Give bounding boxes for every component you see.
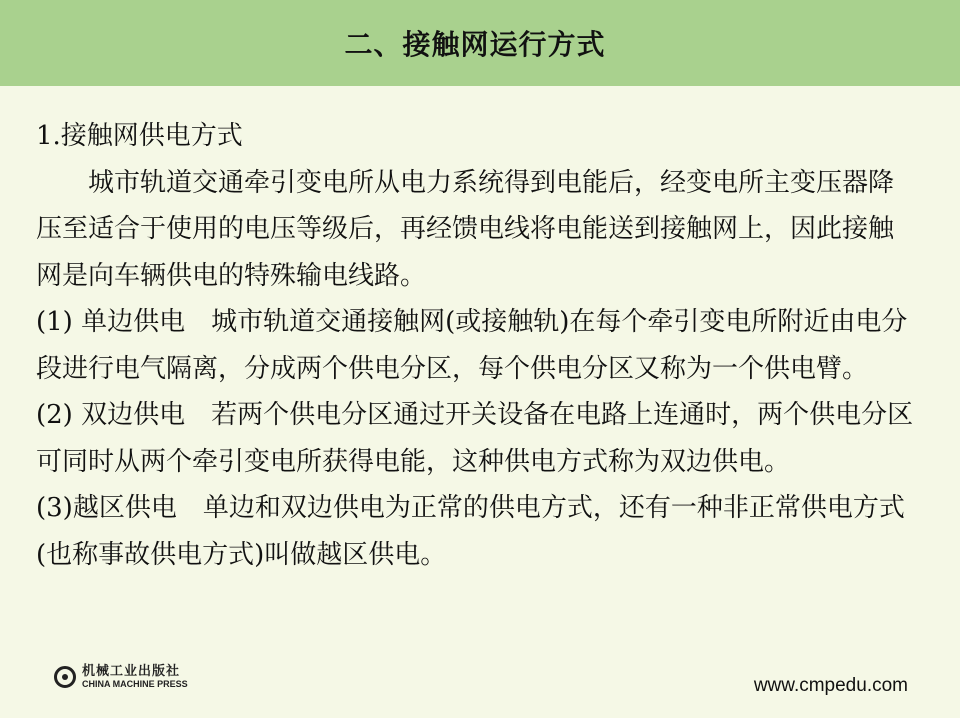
single-side-supply-paragraph: (1) 单边供电 城市轨道交通接触网(或接触轨)在每个牵引变电所附近由电分段进行电气隔离，分成两个供电分区，每个供电分区又称为一个供电臂。 bbox=[36, 307, 908, 384]
intro-paragraph: 城市轨道交通牵引变电所从电力系统得到电能后，经变电所主变压器降压至适合于使用的电压等级后，再经馈电线将电能送到接触网上，因此接触网是向车辆供电的特殊输电线路。 bbox=[36, 167, 895, 291]
publisher-name-cn: 机械工业出版社 bbox=[82, 664, 181, 679]
section-heading: 1.接触网供电方式 bbox=[36, 121, 243, 151]
cross-zone-supply-paragraph: (3)越区供电 单边和双边供电为正常的供电方式，还有一种非正常供电方式(也称事故供电方式)叫做越区供电。 bbox=[36, 493, 905, 570]
publisher-name-en: CHINA MACHINE PRESS bbox=[82, 679, 188, 689]
title-bar bbox=[0, 0, 960, 86]
double-side-supply-paragraph: (2) 双边供电 若两个供电分区通过开关设备在电路上连通时，两个供电分区可同时从两个牵引变电所获得电能，这种供电方式称为双边供电。 bbox=[36, 400, 914, 477]
slide-content bbox=[36, 113, 916, 578]
gear-logo-icon bbox=[54, 666, 76, 688]
website-url: www.cmpedu.com bbox=[753, 675, 908, 696]
slide-title: 二、接触网运行方式 bbox=[344, 28, 606, 61]
publisher-logo bbox=[54, 662, 188, 692]
